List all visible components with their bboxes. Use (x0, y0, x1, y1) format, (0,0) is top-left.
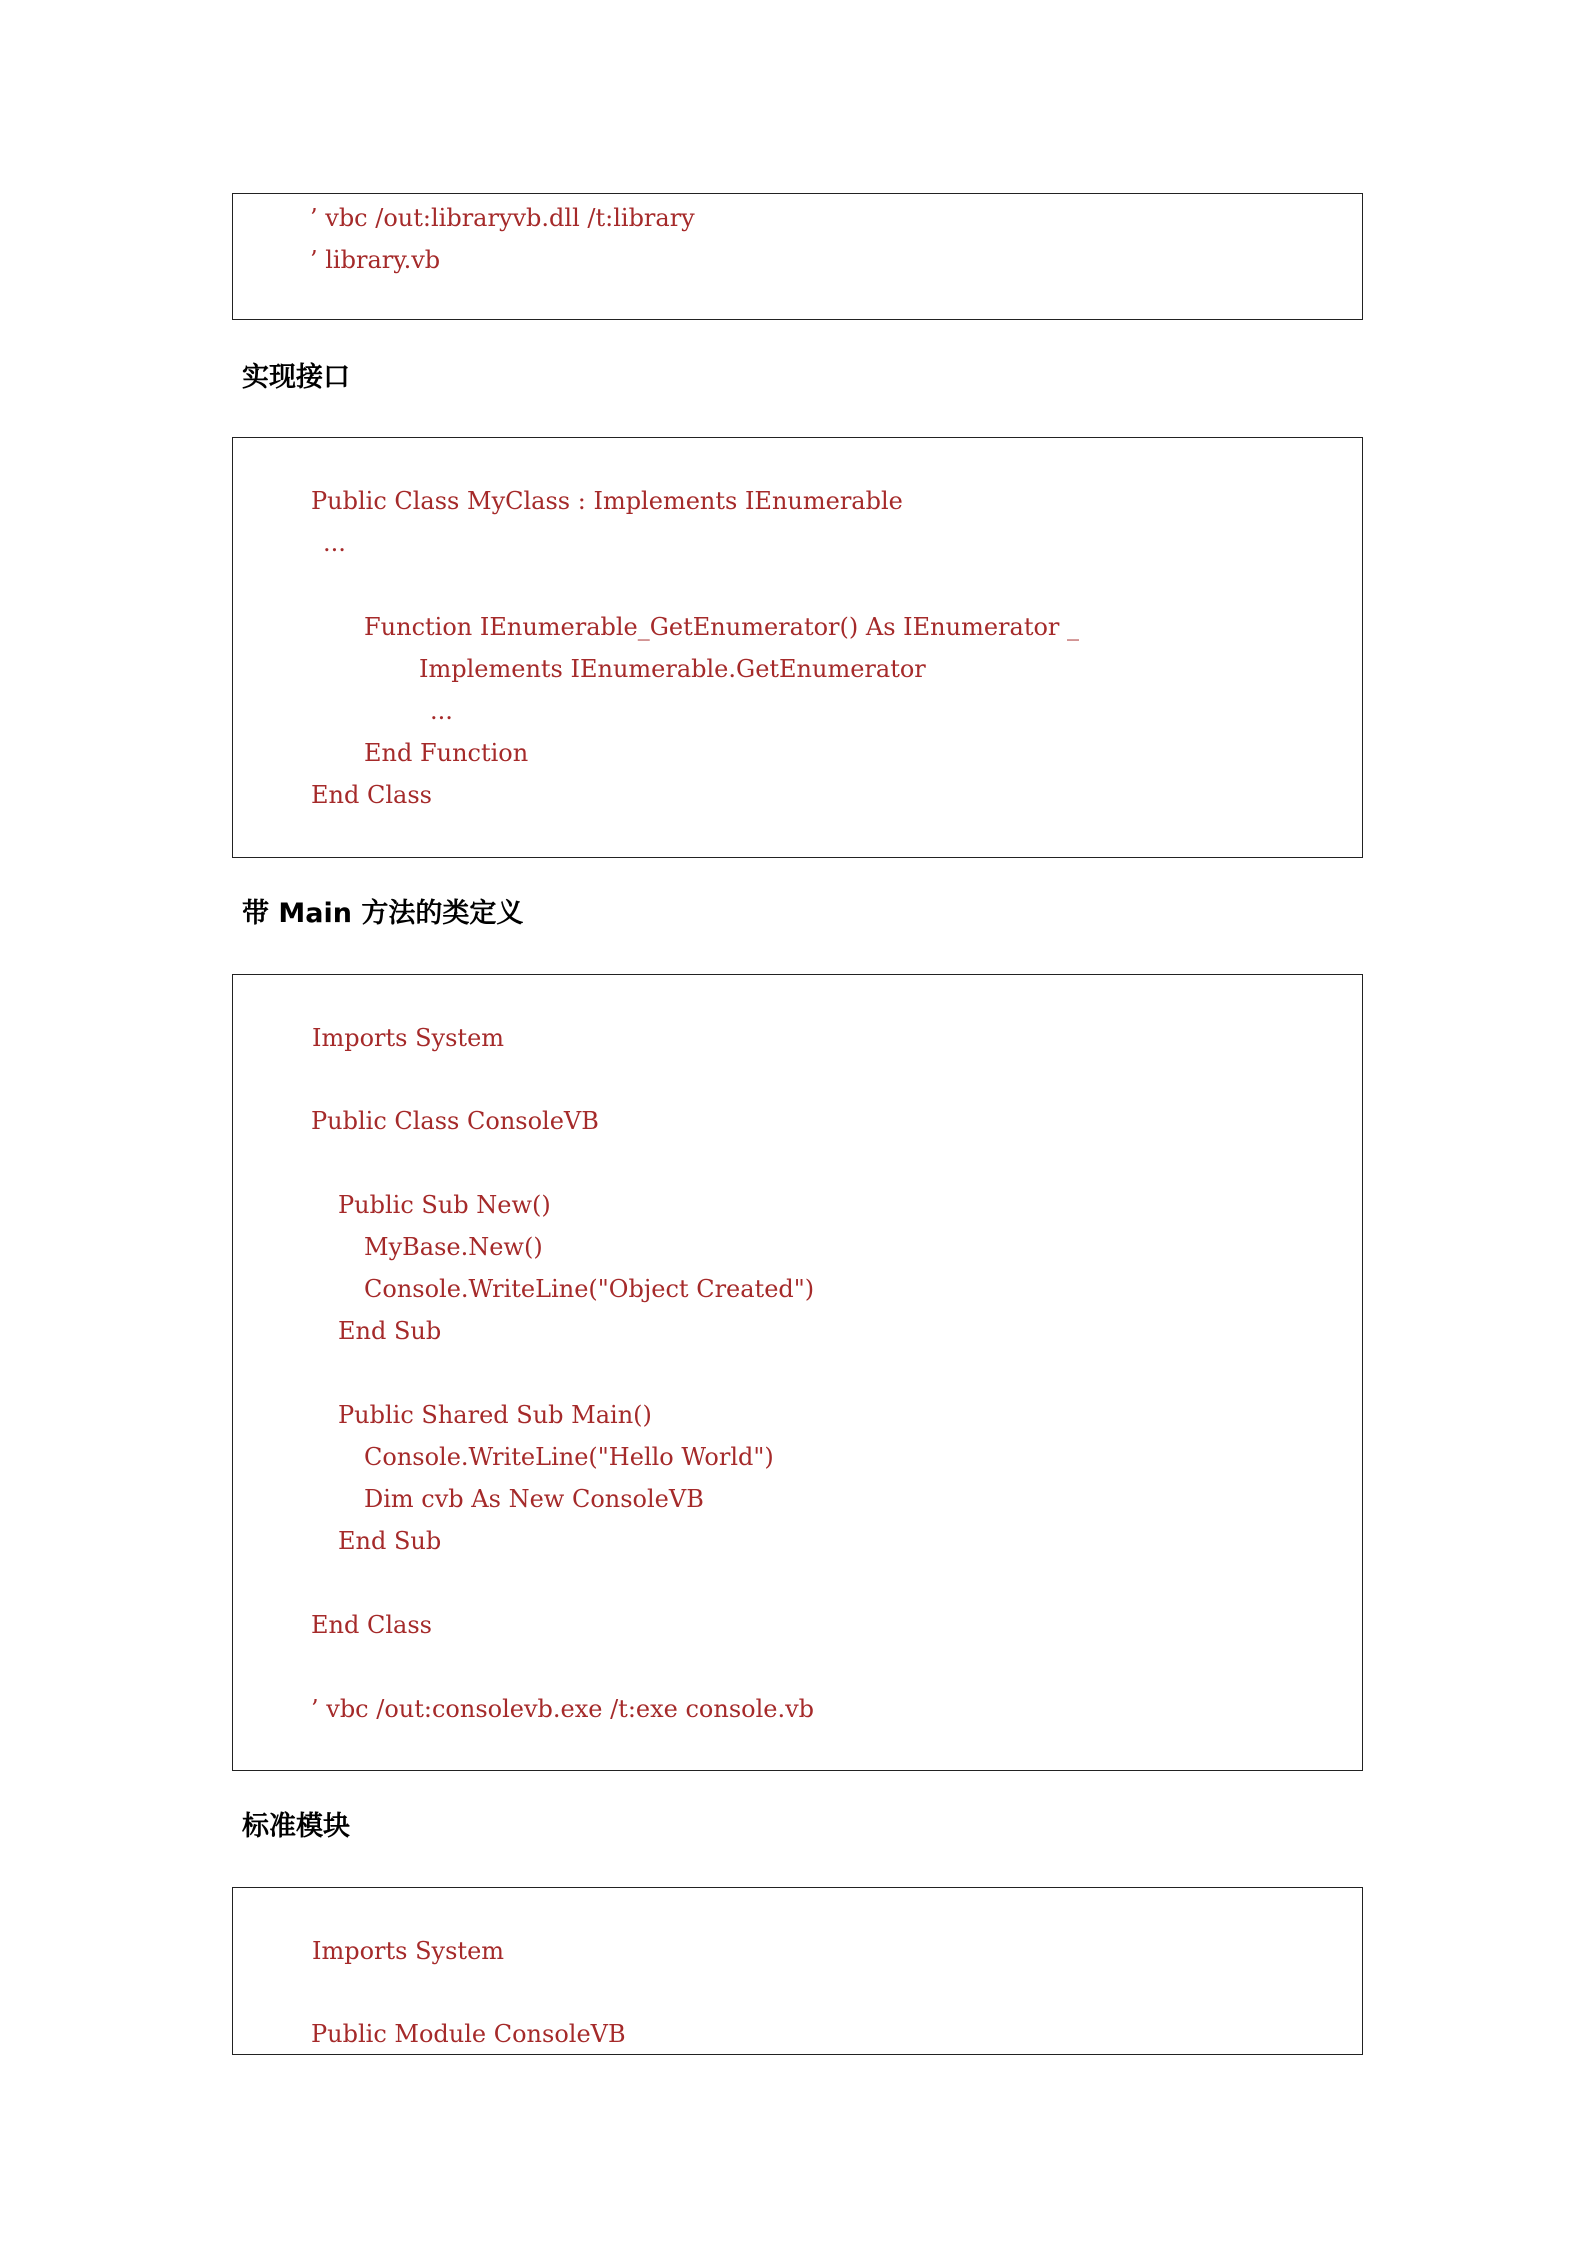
code-line: Public Sub New() (338, 1191, 551, 1219)
code-line: Implements IEnumerable.GetEnumerator (419, 655, 926, 683)
code-line: ... (430, 697, 453, 725)
code-line: ’ vbc /out:consolevb.exe /t:exe console.vb (311, 1695, 815, 1723)
code-block-1 (232, 193, 1363, 320)
code-line: End Sub (338, 1527, 442, 1555)
code-line: End Sub (338, 1317, 442, 1345)
code-line: MyBase.New() (364, 1233, 543, 1261)
code-line: Imports System (312, 1024, 505, 1052)
code-block-2 (232, 437, 1363, 858)
code-line: Public Class MyClass : Implements IEnumerable (311, 487, 903, 515)
code-line: ’ library.vb (310, 246, 441, 274)
section-heading-implement-interface: 实现接口 (242, 362, 350, 393)
code-line: Public Module ConsoleVB (311, 2020, 626, 2048)
code-line: Function IEnumerable_GetEnumerator() As IEnumerator _ (364, 613, 1080, 641)
code-block-3 (232, 974, 1363, 1771)
code-line: Console.WriteLine("Object Created") (364, 1275, 815, 1303)
code-block-4 (232, 1887, 1363, 2055)
code-line: End Class (311, 1611, 432, 1639)
code-line: End Function (364, 739, 529, 767)
code-line: End Class (311, 781, 432, 809)
section-heading-standard-module: 标准模块 (242, 1811, 350, 1842)
section-heading-main-method: 带 Main 方法的类定义 (242, 898, 524, 929)
code-line: Public Shared Sub Main() (338, 1401, 652, 1429)
code-line: ’ vbc /out:libraryvb.dll /t:library (310, 204, 695, 232)
code-line: ... (323, 529, 346, 557)
code-line: Public Class ConsoleVB (311, 1107, 599, 1135)
code-line: Console.WriteLine("Hello World") (364, 1443, 774, 1471)
code-line: Imports System (312, 1937, 505, 1965)
code-line: Dim cvb As New ConsoleVB (364, 1485, 704, 1513)
